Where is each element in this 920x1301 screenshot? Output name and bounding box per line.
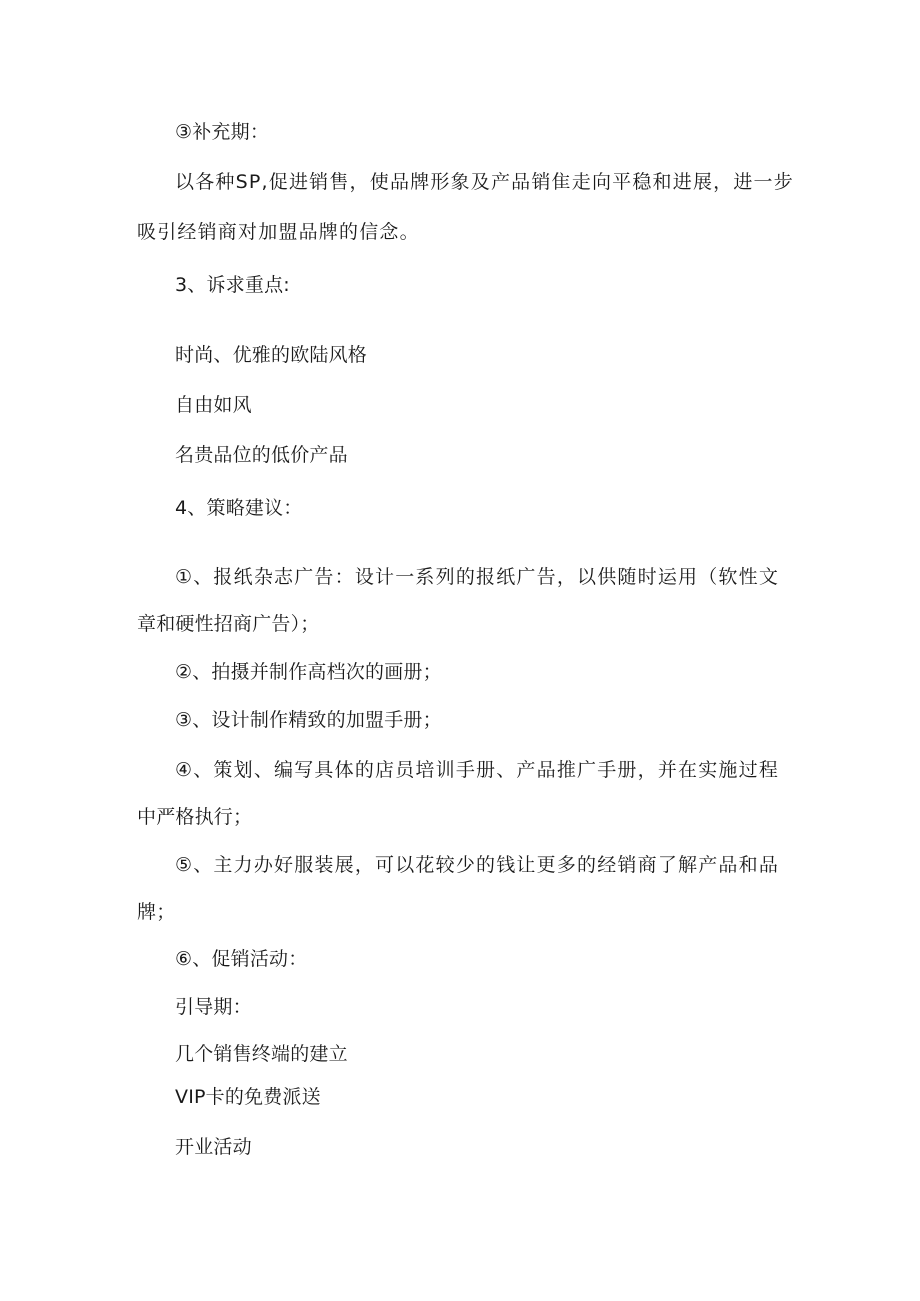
- list-item: ②、拍摄并制作高档次的画册；: [175, 661, 442, 683]
- heading-appeal-points: 3、诉求重点:: [175, 274, 290, 296]
- paragraph-line: ④、策划、编写具体的店员培训手册、产品推广手册，并在实施过程: [175, 759, 780, 781]
- paragraph-line: 章和硬性招商广告）；: [137, 613, 320, 635]
- list-item: 开业活动: [175, 1136, 252, 1158]
- paragraph-line: 中严格执行；: [137, 806, 253, 828]
- paragraph-line: ⑤、主力办好服装展，可以花较少的钱让更多的经销商了解产品和品: [175, 854, 780, 876]
- list-item: 时尚、优雅的欧陆风格: [175, 344, 368, 366]
- heading-supplement-period: ③补充期：: [175, 121, 270, 143]
- list-item: ⑥、促销活动：: [175, 948, 308, 970]
- paragraph-line: 吸引经销商对加盟品牌的信念。: [137, 221, 420, 243]
- paragraph-line: 以各种SP,促进销售，使品牌形象及产品销隹走向平稳和进展，进一步: [175, 171, 794, 193]
- list-item: VIP卡的免费派送: [175, 1086, 321, 1108]
- paragraph-line: ①、报纸杂志广告：设计一系列的报纸广告，以供随时运用（软性文: [175, 566, 780, 588]
- paragraph-line: 牌；: [137, 901, 176, 923]
- list-item: ③、设计制作精致的加盟手册；: [175, 709, 442, 731]
- list-item: 名贵品位的低价产品: [175, 444, 348, 466]
- list-item: 自由如风: [175, 394, 252, 416]
- list-item: 几个销售终端的建立: [175, 1043, 348, 1065]
- subheading-intro-period: 引导期：: [175, 996, 252, 1018]
- heading-strategy: 4、策略建议：: [175, 497, 303, 519]
